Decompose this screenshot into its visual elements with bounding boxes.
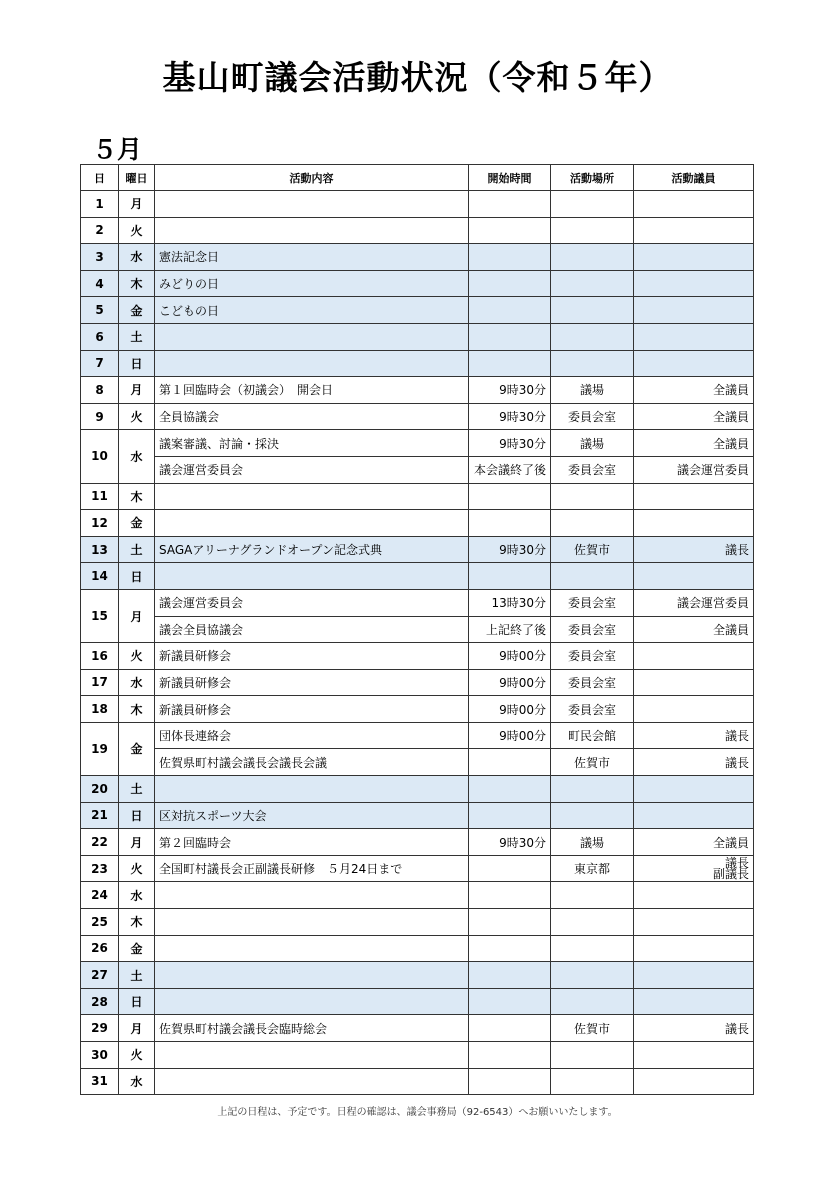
cell-weekday: 月 (119, 589, 155, 642)
cell-day: 13 (81, 536, 119, 563)
cell-day: 23 (81, 855, 119, 882)
cell-member: 全議員 (634, 377, 754, 404)
cell-day: 31 (81, 1068, 119, 1095)
cell-member: 議会運営委員 (634, 456, 754, 483)
cell-content (155, 323, 469, 350)
cell-place: 委員会室 (551, 669, 634, 696)
cell-member: 議長 (634, 749, 754, 776)
cell-day: 14 (81, 563, 119, 590)
cell-place (551, 483, 634, 510)
schedule-table (80, 164, 754, 1095)
cell-content (155, 483, 469, 510)
cell-member (634, 510, 754, 537)
table-row (81, 377, 754, 404)
header-place: 活動場所 (551, 165, 634, 191)
cell-day: 11 (81, 483, 119, 510)
table-row (81, 962, 754, 989)
cell-member (634, 1068, 754, 1095)
cell-member: 全議員 (634, 430, 754, 457)
cell-member: 議会運営委員 (634, 589, 754, 616)
cell-content: 新議員研修会 (155, 696, 469, 723)
cell-weekday: 木 (119, 696, 155, 723)
cell-day: 5 (81, 297, 119, 324)
cell-member (634, 935, 754, 962)
cell-day: 6 (81, 323, 119, 350)
cell-time: 9時30分 (469, 829, 551, 856)
table-row (81, 616, 754, 643)
cell-day: 15 (81, 589, 119, 642)
cell-content: みどりの日 (155, 270, 469, 297)
table-row (81, 855, 754, 882)
cell-content: 佐賀県町村議会議長会議長会議 (155, 749, 469, 776)
cell-member (634, 270, 754, 297)
cell-member (634, 882, 754, 909)
cell-time (469, 244, 551, 271)
cell-content (155, 776, 469, 803)
header-time: 開始時間 (469, 165, 551, 191)
cell-time: 9時30分 (469, 536, 551, 563)
header-weekday: 曜日 (119, 165, 155, 191)
cell-day: 26 (81, 935, 119, 962)
cell-member (634, 297, 754, 324)
cell-time: 9時30分 (469, 403, 551, 430)
cell-place (551, 882, 634, 909)
table-row (81, 430, 754, 457)
cell-member: 全議員 (634, 829, 754, 856)
cell-content: 区対抗スポーツ大会 (155, 802, 469, 829)
cell-member: 議長 (634, 722, 754, 749)
cell-weekday: 月 (119, 829, 155, 856)
cell-place: 議場 (551, 377, 634, 404)
cell-time (469, 988, 551, 1015)
table-row (81, 669, 754, 696)
table-row (81, 829, 754, 856)
cell-place: 佐賀市 (551, 536, 634, 563)
cell-member: 全議員 (634, 616, 754, 643)
table-row (81, 589, 754, 616)
cell-member (634, 776, 754, 803)
table-row (81, 749, 754, 776)
cell-content: 憲法記念日 (155, 244, 469, 271)
cell-day: 4 (81, 270, 119, 297)
cell-time: 9時30分 (469, 430, 551, 457)
cell-content (155, 935, 469, 962)
table-row (81, 935, 754, 962)
cell-content: 全国町村議長会正副議長研修 ５月24日まで (155, 855, 469, 882)
table-row (81, 722, 754, 749)
table-row (81, 802, 754, 829)
cell-weekday: 日 (119, 563, 155, 590)
cell-place: 佐賀市 (551, 1015, 634, 1042)
cell-place (551, 217, 634, 244)
table-row (81, 270, 754, 297)
cell-place (551, 909, 634, 936)
cell-member (634, 988, 754, 1015)
cell-content (155, 563, 469, 590)
cell-day: 16 (81, 643, 119, 670)
cell-time: 9時00分 (469, 696, 551, 723)
cell-member (634, 855, 754, 882)
cell-weekday: 水 (119, 244, 155, 271)
cell-weekday: 月 (119, 377, 155, 404)
cell-weekday: 火 (119, 643, 155, 670)
cell-weekday: 木 (119, 270, 155, 297)
cell-time: 13時30分 (469, 589, 551, 616)
cell-content (155, 510, 469, 537)
cell-time (469, 909, 551, 936)
cell-day: 9 (81, 403, 119, 430)
cell-weekday: 金 (119, 297, 155, 324)
cell-place (551, 510, 634, 537)
cell-day: 2 (81, 217, 119, 244)
cell-content: 団体長連絡会 (155, 722, 469, 749)
cell-place (551, 323, 634, 350)
cell-weekday: 金 (119, 722, 155, 775)
cell-weekday: 土 (119, 536, 155, 563)
cell-time (469, 483, 551, 510)
table-row (81, 297, 754, 324)
cell-day: 30 (81, 1042, 119, 1069)
cell-day: 21 (81, 802, 119, 829)
cell-place (551, 563, 634, 590)
cell-place (551, 1042, 634, 1069)
table-row (81, 244, 754, 271)
cell-member (634, 909, 754, 936)
cell-member (634, 669, 754, 696)
cell-weekday: 日 (119, 350, 155, 377)
cell-time (469, 962, 551, 989)
cell-content (155, 1068, 469, 1095)
cell-day: 20 (81, 776, 119, 803)
cell-member (634, 696, 754, 723)
cell-member (634, 962, 754, 989)
cell-place: 委員会室 (551, 403, 634, 430)
schedule-body (81, 191, 754, 1095)
cell-time (469, 749, 551, 776)
cell-content: 議会運営委員会 (155, 456, 469, 483)
cell-place (551, 988, 634, 1015)
cell-time (469, 191, 551, 218)
cell-day: 24 (81, 882, 119, 909)
cell-place (551, 297, 634, 324)
cell-day: 29 (81, 1015, 119, 1042)
cell-time: 9時30分 (469, 377, 551, 404)
cell-member (634, 563, 754, 590)
cell-time (469, 882, 551, 909)
cell-place (551, 776, 634, 803)
cell-member: 議長 (634, 1015, 754, 1042)
cell-content: 第１回臨時会（初議会） 開会日 (155, 377, 469, 404)
cell-content (155, 909, 469, 936)
cell-content: 全員協議会 (155, 403, 469, 430)
cell-day: 25 (81, 909, 119, 936)
cell-content (155, 962, 469, 989)
cell-place: 議場 (551, 430, 634, 457)
cell-member: 議長 (634, 536, 754, 563)
page-title: 基山町議会活動状況（令和５年） (162, 58, 673, 97)
table-row (81, 510, 754, 537)
cell-content: 新議員研修会 (155, 643, 469, 670)
cell-time (469, 563, 551, 590)
cell-place (551, 962, 634, 989)
cell-content: 議会運営委員会 (155, 589, 469, 616)
cell-time (469, 1068, 551, 1095)
cell-time (469, 297, 551, 324)
cell-time (469, 1042, 551, 1069)
cell-time (469, 935, 551, 962)
table-row (81, 217, 754, 244)
cell-content (155, 882, 469, 909)
cell-place: 町民会館 (551, 722, 634, 749)
cell-content: 新議員研修会 (155, 669, 469, 696)
cell-content (155, 191, 469, 218)
cell-time: 9時00分 (469, 669, 551, 696)
cell-member (634, 483, 754, 510)
cell-day: 22 (81, 829, 119, 856)
cell-weekday: 火 (119, 217, 155, 244)
cell-place (551, 350, 634, 377)
cell-time: 9時00分 (469, 722, 551, 749)
cell-weekday: 日 (119, 802, 155, 829)
cell-day: 7 (81, 350, 119, 377)
cell-weekday: 水 (119, 1068, 155, 1095)
month-heading: ５月 (92, 135, 143, 164)
cell-place (551, 802, 634, 829)
cell-place (551, 1068, 634, 1095)
cell-day: 12 (81, 510, 119, 537)
cell-day: 1 (81, 191, 119, 218)
cell-time (469, 510, 551, 537)
table-row (81, 323, 754, 350)
cell-place: 委員会室 (551, 696, 634, 723)
cell-member (634, 350, 754, 377)
cell-place: 議場 (551, 829, 634, 856)
cell-weekday: 日 (119, 988, 155, 1015)
cell-place: 東京都 (551, 855, 634, 882)
cell-weekday: 木 (119, 483, 155, 510)
cell-content: 第２回臨時会 (155, 829, 469, 856)
cell-day: 27 (81, 962, 119, 989)
cell-content (155, 350, 469, 377)
cell-weekday: 金 (119, 935, 155, 962)
cell-member (634, 802, 754, 829)
cell-content (155, 1042, 469, 1069)
cell-member (634, 217, 754, 244)
cell-weekday: 水 (119, 669, 155, 696)
cell-place: 佐賀市 (551, 749, 634, 776)
header-day: 日 (81, 165, 119, 191)
table-row (81, 882, 754, 909)
cell-weekday: 水 (119, 882, 155, 909)
cell-content: こどもの日 (155, 297, 469, 324)
cell-content: 議案審議、討論・採決 (155, 430, 469, 457)
cell-member (634, 323, 754, 350)
table-row (81, 988, 754, 1015)
table-row (81, 350, 754, 377)
cell-place: 委員会室 (551, 643, 634, 670)
cell-content: SAGAアリーナグランドオープン記念式典 (155, 536, 469, 563)
cell-place: 委員会室 (551, 616, 634, 643)
cell-time (469, 855, 551, 882)
table-row (81, 1068, 754, 1095)
table-row (81, 643, 754, 670)
cell-day: 3 (81, 244, 119, 271)
cell-day: 28 (81, 988, 119, 1015)
table-header-row (81, 165, 754, 191)
cell-time (469, 350, 551, 377)
cell-day: 18 (81, 696, 119, 723)
cell-content (155, 217, 469, 244)
cell-place: 委員会室 (551, 589, 634, 616)
cell-day: 10 (81, 430, 119, 483)
cell-weekday: 土 (119, 962, 155, 989)
cell-time: 9時00分 (469, 643, 551, 670)
member-line: 議長 (724, 855, 749, 870)
cell-place (551, 270, 634, 297)
table-row (81, 483, 754, 510)
cell-weekday: 土 (119, 776, 155, 803)
cell-time (469, 270, 551, 297)
cell-day: 8 (81, 377, 119, 404)
cell-time (469, 802, 551, 829)
cell-time (469, 1015, 551, 1042)
cell-member: 全議員 (634, 403, 754, 430)
table-row (81, 696, 754, 723)
cell-content (155, 988, 469, 1015)
table-row (81, 1042, 754, 1069)
cell-place: 委員会室 (551, 456, 634, 483)
cell-day: 19 (81, 722, 119, 775)
cell-content: 佐賀県町村議会議長会臨時総会 (155, 1015, 469, 1042)
table-row (81, 536, 754, 563)
cell-member (634, 244, 754, 271)
cell-time (469, 217, 551, 244)
table-row (81, 909, 754, 936)
table-row (81, 456, 754, 483)
cell-time: 上記終了後 (469, 616, 551, 643)
cell-place (551, 191, 634, 218)
cell-weekday: 火 (119, 1042, 155, 1069)
cell-time (469, 323, 551, 350)
cell-member (634, 643, 754, 670)
cell-weekday: 火 (119, 855, 155, 882)
cell-weekday: 金 (119, 510, 155, 537)
cell-weekday: 火 (119, 403, 155, 430)
cell-time: 本会議終了後 (469, 456, 551, 483)
cell-place (551, 935, 634, 962)
table-row (81, 776, 754, 803)
cell-content: 議会全員協議会 (155, 616, 469, 643)
cell-time (469, 776, 551, 803)
table-row (81, 1015, 754, 1042)
table-row (81, 191, 754, 218)
table-row (81, 403, 754, 430)
cell-weekday: 土 (119, 323, 155, 350)
footnote: 上記の日程は、予定です。日程の確認は、議会事務局（92-6543）へお願いいたします。 (217, 1107, 618, 1118)
cell-weekday: 月 (119, 1015, 155, 1042)
cell-weekday: 月 (119, 191, 155, 218)
cell-weekday: 水 (119, 430, 155, 483)
cell-place (551, 244, 634, 271)
header-member: 活動議員 (634, 165, 754, 191)
table-row (81, 563, 754, 590)
member-line: 副議長 (712, 866, 749, 881)
cell-member (634, 191, 754, 218)
cell-member (634, 1042, 754, 1069)
cell-weekday: 木 (119, 909, 155, 936)
cell-day: 17 (81, 669, 119, 696)
header-content: 活動内容 (155, 165, 469, 191)
